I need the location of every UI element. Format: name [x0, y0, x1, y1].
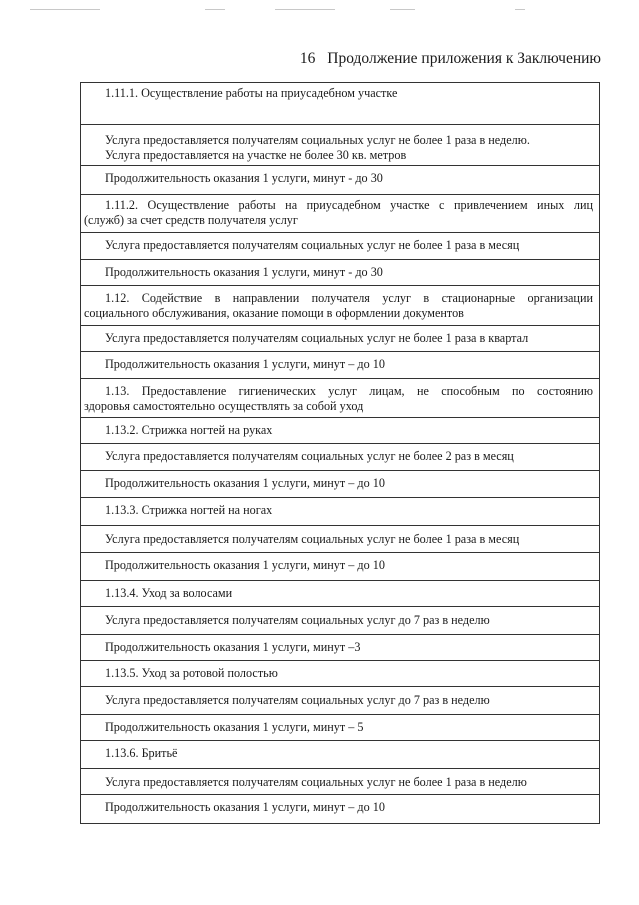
- row-text: Услуга предоставляется получателям социальных услуг до 7 раз в неделю: [105, 613, 490, 627]
- row-text: Продолжительность оказания 1 услуги, минут – до 10: [105, 558, 385, 572]
- table-row: [81, 661, 599, 687]
- table-row: [81, 260, 599, 286]
- page-number: 16: [299, 50, 316, 67]
- row-text: Услуга предоставляется получателям социальных услуг до 7 раз в неделю: [105, 693, 490, 707]
- row-text: 1.13.2. Стрижка ногтей на руках: [105, 423, 273, 437]
- table-row: [81, 352, 599, 379]
- table-row: [81, 769, 599, 795]
- row-text: 1.12. Содействие в направлении получателя услуг в стационарные организации: [105, 291, 593, 305]
- table-row: [81, 233, 599, 260]
- row-text: Продолжительность оказания 1 услуги, минут - до 30: [105, 171, 383, 185]
- table-row: [81, 553, 599, 581]
- row-text: 1.13.6. Бритьё: [105, 746, 178, 760]
- row-text: Продолжительность оказания 1 услуги, минут – 5: [105, 720, 364, 734]
- table-row: [81, 526, 599, 553]
- table-row: [81, 471, 599, 498]
- table-row: [81, 687, 599, 715]
- row-text: Продолжительность оказания 1 услуги, минут - до 30: [105, 265, 383, 279]
- table-row: [81, 379, 599, 418]
- table-row: [81, 795, 599, 824]
- scan-artifact: [205, 9, 225, 10]
- row-text: (служб) за счет средств получателя услуг: [84, 213, 298, 227]
- table-row: [81, 741, 599, 769]
- table-row: [81, 195, 599, 233]
- table-row: [81, 166, 599, 195]
- row-text: Услуга предоставляется на участке не более 30 кв. метров: [105, 148, 407, 162]
- row-text: Продолжительность оказания 1 услуги, минут – до 10: [105, 800, 385, 814]
- table-row: [81, 715, 599, 741]
- table-row: [81, 125, 599, 166]
- services-table: [80, 82, 600, 824]
- table-row: [81, 498, 599, 526]
- row-text: здоровья самостоятельно осуществлять за собой уход: [84, 399, 364, 413]
- row-text: 1.11.2. Осуществление работы на приусадебном участке с привлечением иных лиц: [105, 198, 593, 212]
- row-text: Услуга предоставляется получателям социальных услуг не более 1 раза в месяц: [105, 238, 520, 252]
- table-row: [81, 83, 599, 125]
- scan-artifact: [30, 9, 100, 10]
- row-text: Продолжительность оказания 1 услуги, минут – до 10: [105, 476, 385, 490]
- scan-artifact: [515, 9, 525, 10]
- table-row: [81, 444, 599, 471]
- row-text: 1.13. Предоставление гигиенических услуг лицам, не способным по состоянию: [105, 384, 593, 398]
- scan-artifact: [390, 9, 415, 10]
- row-text: 1.13.3. Стрижка ногтей на ногах: [105, 503, 273, 517]
- row-text: Услуга предоставляется получателям социальных услуг не более 1 раза в неделю: [105, 775, 527, 789]
- row-text: Продолжительность оказания 1 услуги, минут – до 10: [105, 357, 385, 371]
- row-text: 1.11.1. Осуществление работы на приусадебном участке: [105, 86, 398, 100]
- row-text: Услуга предоставляется получателям социальных услуг не более 1 раза в неделю.: [105, 133, 530, 147]
- page-title: Продолжение приложения к Заключению: [327, 50, 601, 67]
- table-row: [81, 418, 599, 444]
- row-text: Услуга предоставляется получателям социальных услуг не более 2 раз в месяц: [105, 449, 514, 463]
- table-row: [81, 326, 599, 352]
- table-row: [81, 635, 599, 661]
- row-text: Услуга предоставляется получателям социальных услуг не более 1 раза в месяц: [105, 532, 520, 546]
- row-text: Продолжительность оказания 1 услуги, минут –3: [105, 640, 361, 654]
- row-text: 1.13.4. Уход за волосами: [105, 586, 233, 600]
- scan-artifact: [275, 9, 335, 10]
- table-row: [81, 286, 599, 326]
- row-text: 1.13.5. Уход за ротовой полостью: [105, 666, 278, 680]
- row-text: Услуга предоставляется получателям социальных услуг не более 1 раза в квартал: [105, 331, 529, 345]
- table-row: [81, 607, 599, 635]
- page-header: [300, 50, 601, 68]
- row-text: социального обслуживания, оказание помощи в оформлении документов: [84, 306, 464, 320]
- table-row: [81, 581, 599, 607]
